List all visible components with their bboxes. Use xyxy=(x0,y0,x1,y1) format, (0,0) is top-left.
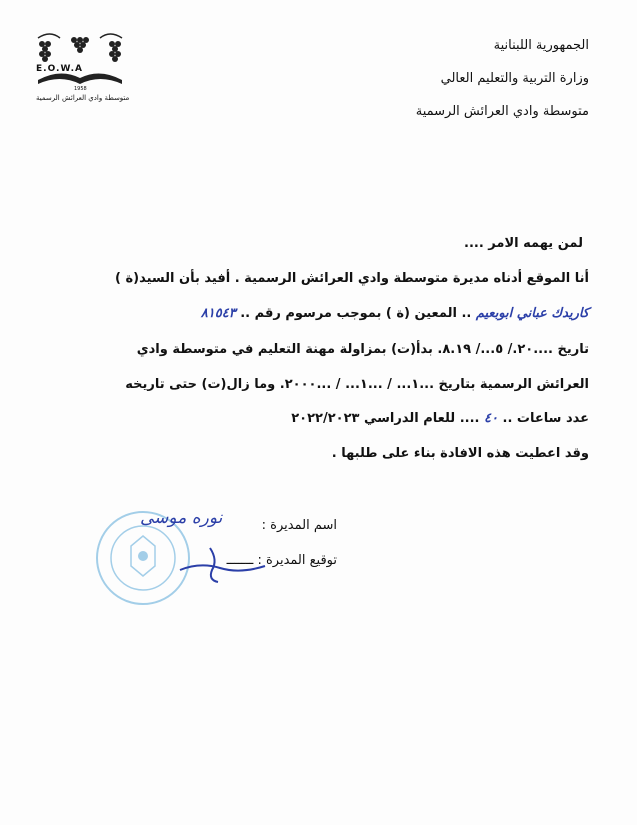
body-line-2: كاريدك عباني ابوبعيم .. المعين (ة ) بموجب مرسوم رقم .. ٨١٥٤٣ xyxy=(200,306,589,321)
teacher-name-handwritten: كاريدك عباني ابوبعيم xyxy=(475,306,589,321)
hours-label: عدد ساعات xyxy=(516,411,589,426)
principal-name-label: اسم المديرة : xyxy=(261,518,337,533)
body-line-6: وقد اعطيت هذه الافادة بناء على طلبها . xyxy=(331,446,589,461)
principal-name-handwritten: نوره موسى xyxy=(140,508,223,528)
greeting: لمن يهمه الامر .... xyxy=(464,236,583,251)
appointment-text: المعين (ة ) بموجب مرسوم رقم xyxy=(254,306,457,321)
header-ministry: وزارة التربية والتعليم العالي xyxy=(440,71,589,86)
body-line-1: أنا الموقع أدناه مديرة متوسطة وادي العرائش الرسمية . أفيد بأن السيد(ة ) xyxy=(115,271,589,286)
principal-signature-icon xyxy=(170,540,270,585)
logo-year: 1958 xyxy=(74,86,87,92)
header-republic: الجمهورية اللبنانية xyxy=(493,38,589,53)
school-year-text: للعام الدراسي ٢٠٢٢/٢٠٢٣ xyxy=(291,411,456,426)
logo-abbreviation: E.O.W.A xyxy=(36,64,84,74)
principal-signature-label: توقيع المديرة : ـــــــ xyxy=(226,553,337,568)
body-line-3: تاريخ ....٢٠./ ٥.../ ٨.١٩. بدأ(ت) بمزاولة مهنة التعليم في متوسطة وادي xyxy=(136,342,589,357)
logo-subtitle: متوسطة وادي العرائش الرسمية xyxy=(36,94,130,102)
grapes-icon xyxy=(38,34,122,62)
open-book-icon xyxy=(38,73,122,84)
header-school: متوسطة وادي العرائش الرسمية xyxy=(415,104,589,119)
decree-number-handwritten: ٨١٥٤٣ xyxy=(200,306,236,321)
hours-value-handwritten: ٤٠ xyxy=(484,411,498,426)
body-line-4: العرائش الرسمية بتاريخ ...١... / ...١... / ...٢٠٠٠. وما زال(ت) حتى تاريخه xyxy=(125,377,589,392)
body-line-5: عدد ساعات .. ٤٠ .... للعام الدراسي ٢٠٢٢/٢٠٢٣ xyxy=(291,411,589,426)
